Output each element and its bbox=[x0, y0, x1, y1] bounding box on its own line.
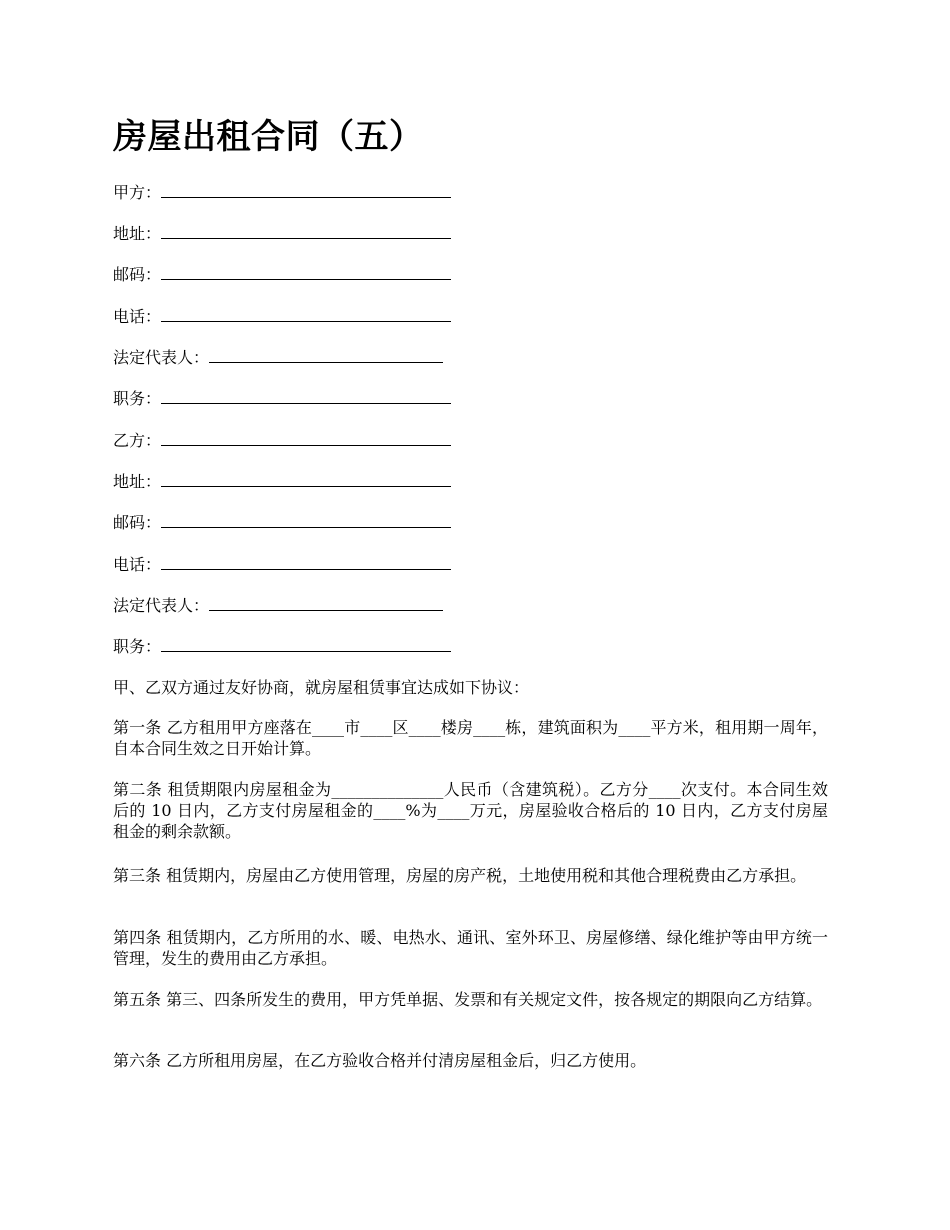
article-4: 第四条 租赁期内，乙方所用的水、暖、电热水、通讯、室外环卫、房屋修缮、绿化维护等由甲方统一管理，发生的费用由乙方承担。 bbox=[113, 928, 828, 968]
fill-in-blank bbox=[161, 222, 451, 239]
party-a-phone-field bbox=[113, 305, 451, 328]
party-b-position-field bbox=[113, 635, 451, 658]
field-label: 乙方： bbox=[113, 431, 162, 450]
fill-in-blank bbox=[161, 511, 451, 528]
fill-in-blank bbox=[161, 470, 451, 487]
field-label: 法定代表人： bbox=[113, 348, 210, 367]
party-a-postcode-field bbox=[113, 263, 451, 286]
field-label: 电话： bbox=[113, 307, 162, 326]
party-b-address-field bbox=[113, 470, 451, 493]
fill-in-blank bbox=[161, 635, 451, 652]
fill-in-blank bbox=[209, 346, 443, 363]
field-label: 甲方： bbox=[113, 183, 162, 202]
fill-in-blank bbox=[161, 263, 451, 280]
article-6: 第六条 乙方所租用房屋，在乙方验收合格并付清房屋租金后，归乙方使用。 bbox=[113, 1051, 647, 1070]
article-1: 第一条 乙方租用甲方座落在____市____区____楼房____栋，建筑面积为____平方米，租用期一周年，自本合同生效之日开始计算。 bbox=[113, 718, 828, 758]
party-b-name-field bbox=[113, 429, 451, 452]
field-label: 电话： bbox=[113, 555, 162, 574]
party-a-address-field bbox=[113, 222, 451, 245]
fill-in-blank bbox=[161, 429, 451, 446]
field-label: 法定代表人： bbox=[113, 596, 210, 615]
article-2: 第二条 租赁期限内房屋租金为______________人民币（含建筑税）。乙方分____次支付。本合同生效后的 10 日内，乙方支付房屋租金的____%为____万元，房屋验收合格后的 10 日内，乙方支付房屋租金的剩余款额。 bbox=[113, 780, 828, 841]
field-label: 职务： bbox=[113, 389, 162, 408]
article-3: 第三条 租赁期内，房屋由乙方使用管理，房屋的房产税，土地使用税和其他合理税费由乙方承担。 bbox=[113, 866, 807, 885]
fill-in-blank bbox=[161, 181, 451, 198]
party-b-phone-field bbox=[113, 553, 451, 576]
party-b-representative-field bbox=[113, 594, 443, 617]
fill-in-blank bbox=[209, 594, 443, 611]
field-label: 邮码： bbox=[113, 513, 162, 532]
intro-paragraph: 甲、乙双方通过友好协商，就房屋租赁事宜达成如下协议： bbox=[113, 678, 530, 697]
document-title: 房屋出租合同（五） bbox=[113, 117, 424, 157]
field-label: 地址： bbox=[113, 472, 162, 491]
field-label: 职务： bbox=[113, 637, 162, 656]
field-label: 邮码： bbox=[113, 265, 162, 284]
fill-in-blank bbox=[161, 305, 451, 322]
fill-in-blank bbox=[161, 387, 451, 404]
party-a-position-field bbox=[113, 387, 451, 410]
fill-in-blank bbox=[161, 553, 451, 570]
party-a-representative-field bbox=[113, 346, 443, 369]
article-5: 第五条 第三、四条所发生的费用，甲方凭单据、发票和有关规定文件，按各规定的期限向乙方结算。 bbox=[113, 990, 823, 1009]
party-b-postcode-field bbox=[113, 511, 451, 534]
party-a-name-field bbox=[113, 181, 451, 204]
field-label: 地址： bbox=[113, 224, 162, 243]
